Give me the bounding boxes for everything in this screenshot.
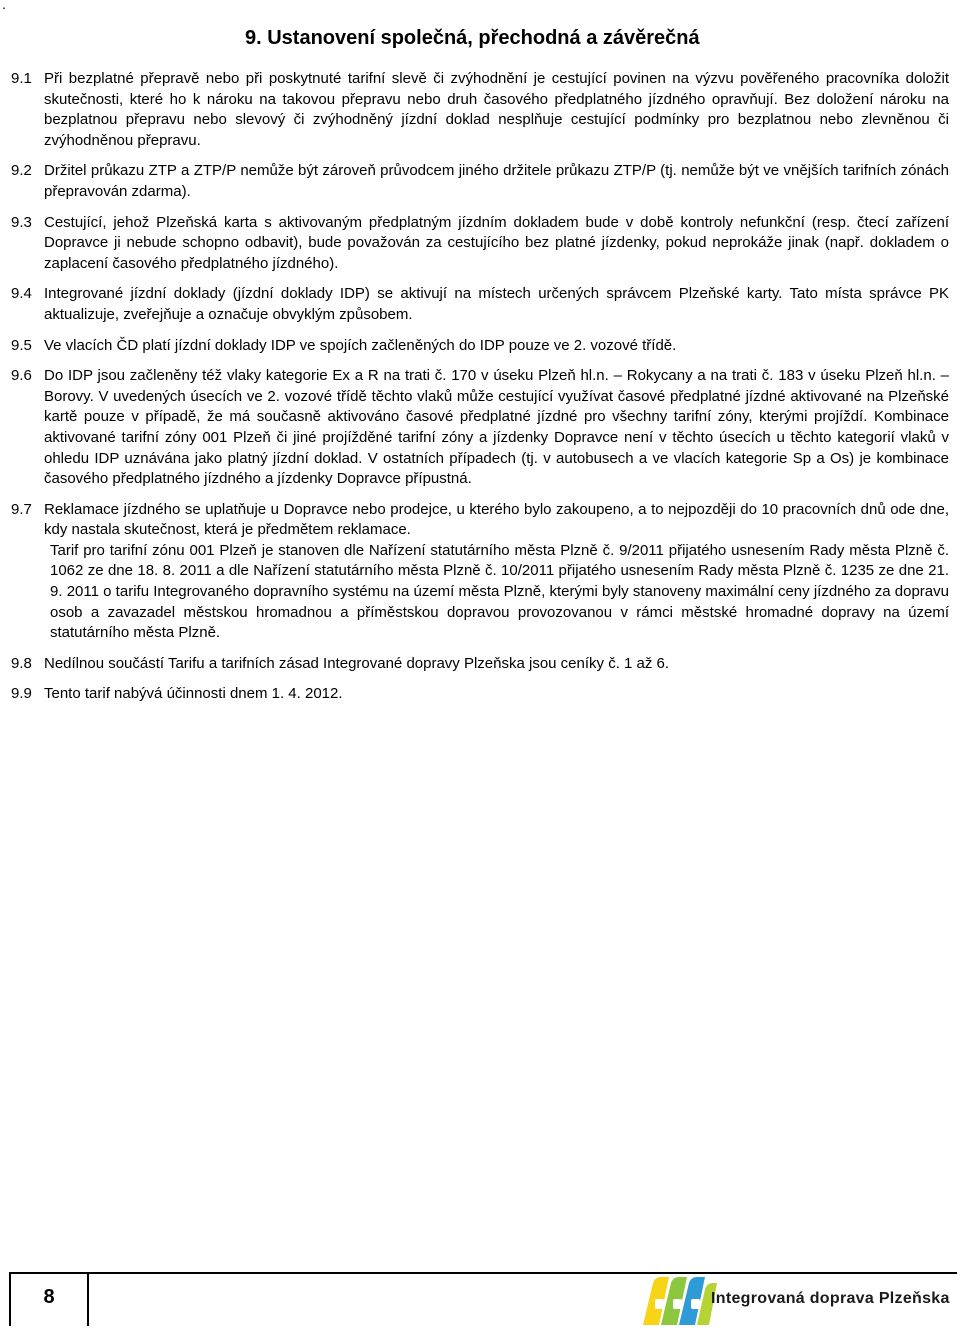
section-item	[11, 161, 949, 202]
section-number: 9.6	[11, 367, 32, 385]
section-item	[11, 336, 949, 357]
section-item	[11, 500, 949, 541]
document-body	[11, 69, 949, 715]
section-text: Reklamace jízdného se uplatňuje u Dopravce nebo prodejce, u kterého bylo zakoupeno, a to nejpozději do 10 pracovních dnů ode dne, kdy nastala skutečnost, která je předmětem reklamace.	[44, 500, 949, 539]
section-number: 9.3	[11, 213, 32, 231]
section-item	[11, 284, 949, 325]
section-text: Cestující, jehož Plzeňská karta s aktivovaným předplatným jízdním dokladem bude v době kontroly nefunkční (resp. čtecí zařízení Dopravce ji nebude schopno odbavit), bude považován za cestujícího bez platné jízdenky, pokud neprokáže jinak (např. dokladem o zaplacení časového předplatného jízdného).	[44, 213, 949, 272]
section-item	[11, 654, 949, 675]
section-item	[11, 69, 949, 151]
footer-divider	[9, 1272, 957, 1274]
section-number: 9.5	[11, 336, 32, 354]
section-title: 9. Ustanovení společná, přechodná a závěrečná	[245, 27, 700, 49]
section-number: 9.1	[11, 70, 32, 87]
section-number: 9.8	[11, 654, 32, 672]
section-text: Do IDP jsou začleněny též vlaky kategorie Ex a R na trati č. 170 v úseku Plzeň hl.n. – Rokycany a na trati č. 183 v úseku Plzeň hl.n. – Borovy. V uvedených úsecích ve 2. vozové třídě těchto vlaků může cestující využívat časové předplatné jízdné aktivované na Plzeňské kartě pouze v případě, že má současně aktivováno časové předplatné jízdné pro všechny tarifní zóny, kterými projíždí. Kombinace aktivované tarifní zóny 001 Plzeň či jiné projížděné tarifní zóny a jízdenky Dopravce není v těchto úsecích u těchto kategorií vlaků v ohledu IDP uznávána jako platný jízdní doklad. V ostatních případech (tj. v autobusech a ve vlacích kategorie Sp a Os) je kombinace časového předplatného jízdného a jízdenky Dopravce přípustná.	[44, 367, 949, 488]
section-item	[11, 213, 949, 275]
top-mark: .	[2, 0, 6, 12]
section-text: Tento tarif nabývá účinnosti dnem 1. 4. 2012.	[44, 685, 343, 703]
section-number: 9.7	[11, 500, 32, 518]
page-number: 8	[43, 1286, 55, 1308]
section-number: 9.4	[11, 285, 32, 303]
section-number: 9.9	[11, 685, 32, 703]
section-number: 9.2	[11, 162, 32, 180]
logo-text: Integrovaná doprava Plzeňska	[711, 1290, 950, 1307]
section-text: Držitel průkazu ZTP a ZTP/P nemůže být zároveň průvodcem jiného držitele průkazu ZTP/P (tj. nemůže být ve vnějších tarifních zónách přepravován zdarma).	[44, 162, 949, 200]
section-item	[11, 366, 949, 490]
tariff-note: Tarif pro tarifní zónu 001 Plzeň je stanoven dle Nařízení statutárního města Plzně č. 9/2011 přijatého usnesením Rady města Plzně č. 1062 ze dne 18. 8. 2011 a dle Nařízení statutárního města Plzně č. 10/2011 přijatého usnesením Rady města Plzně č. 1235 ze dne 21. 9. 2011 o tarifu Integrovaného dopravního systému na území města Plzně, kterými byly stanoveny maximální ceny jízdného za dopravu osob a zavazadel městskou hromadnou a příměstskou dopravou provozovanou v rámci městské hromadné dopravy na území statutárního města Plzně.	[50, 541, 949, 642]
section-text: Ve vlacích ČD platí jízdní doklady IDP ve spojích začleněných do IDP pouze ve 2. vozové třídě.	[44, 336, 677, 354]
section-item	[11, 684, 949, 705]
section-text: Při bezplatné přepravě nebo při poskytnuté tarifní slevě či zvýhodnění je cestující povinen na výzvu pověřeného pracovníka doložit skutečnosti, které ho k nároku na takovou přepravu nebo druh časového předplatného jízdného opravňují. Bez doložení nároku na bezplatnou přepravu nebo slevový či zvýhodněný jízdní doklad nesplňuje cestující podmínky pro bezplatnou nebo zlevněnou či zvýhodněnou přepravu.	[44, 70, 949, 149]
section-text: Integrované jízdní doklady (jízdní doklady IDP) se aktivují na místech určených správcem Plzeňské karty. Tato místa správce PK aktualizuje, zveřejňuje a označuje obvyklým způsobem.	[44, 285, 949, 323]
section-text: Nedílnou součástí Tarifu a tarifních zásad Integrované dopravy Plzeňska jsou ceníky č. 1 až 6.	[44, 654, 670, 672]
